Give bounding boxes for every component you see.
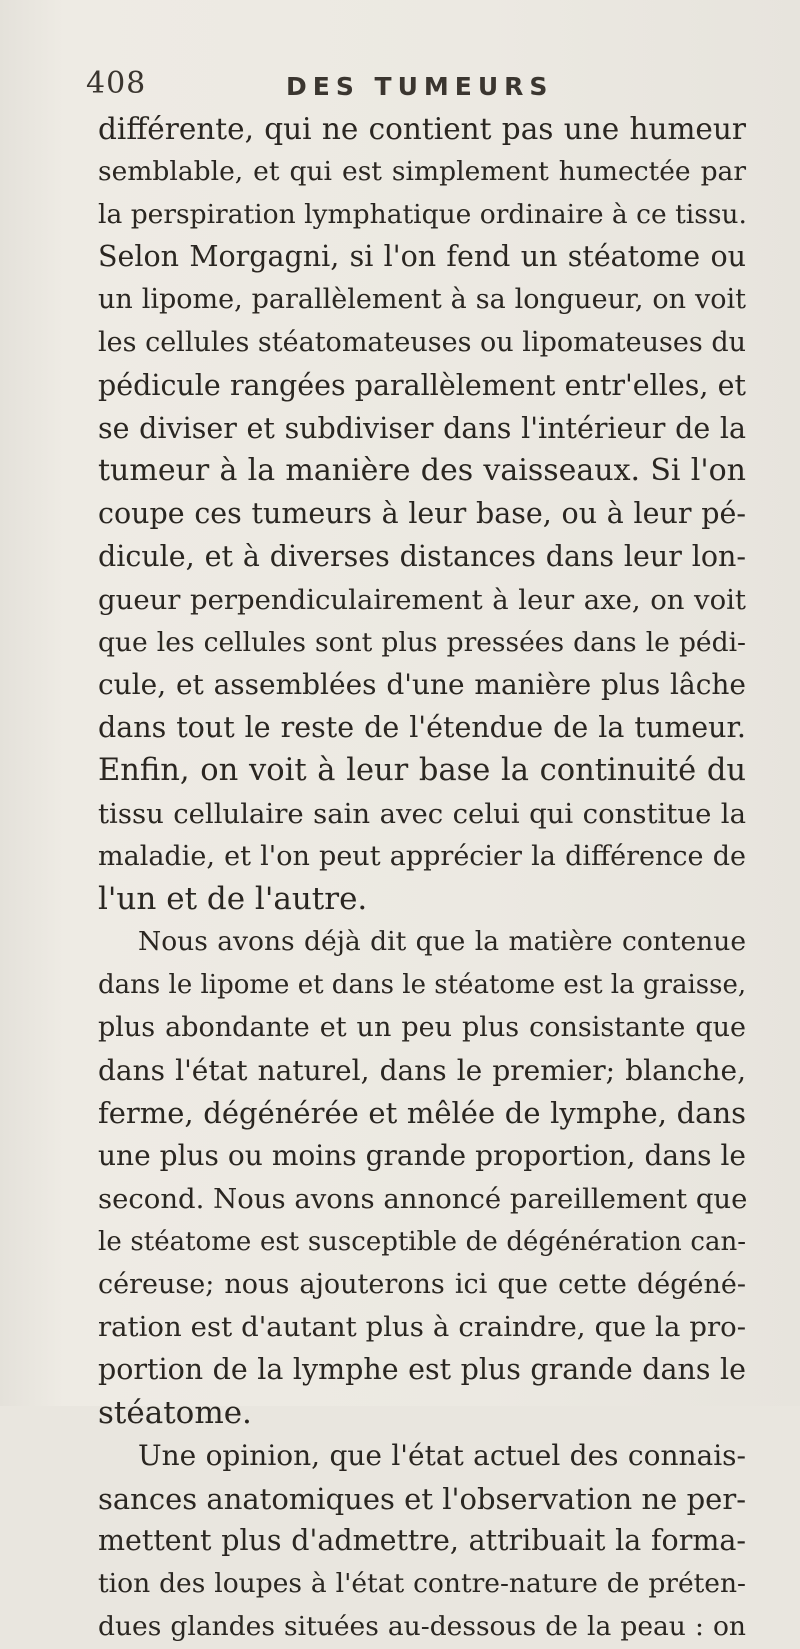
text-line: portion de la lymphe est plus grande dans le [98,1353,746,1387]
page-header [86,66,766,106]
text-line: Selon Morgagni, si l'on fend un stéatome ou [98,240,746,274]
text-line: une plus ou moins grande proportion, dans le [98,1139,746,1173]
text-line: céreuse; nous ajouterons ici que cette dégéné- [98,1268,746,1300]
text-line: dicule, et à diverses distances dans leur lon- [98,539,746,573]
text-line: dues glandes situées au-dessous de la peau : on [98,1610,746,1642]
text-line: pédicule rangées parallèlement entr'elles, et [98,368,746,402]
text-line: un lipome, parallèlement à sa longueur, on voit [98,284,746,316]
text-line: semblable, et qui est simplement humectée par [98,155,746,187]
text-line: dans l'état naturel, dans le premier; blanche, [98,1053,746,1087]
text-line: le stéatome est susceptible de dégénération can- [98,1226,746,1257]
text-line: que les cellules sont plus pressées dans le pédi- [98,626,746,658]
paragraph-start-line: Nous avons déjà dit que la matière contenue [138,926,746,958]
text-line: les cellules stéatomateuses ou lipomateuses du [98,326,746,358]
paragraph-end-line: l'un et de l'autre. [98,881,368,918]
text-line: ferme, dégénérée et mêlée de lymphe, dans [98,1096,746,1131]
text-line: se diviser et subdiviser dans l'intérieur de la [98,411,746,445]
text-line: mettent plus d'admettre, attribuait la forma- [98,1524,746,1558]
text-line: sances anatomiques et l'observation ne per- [98,1481,746,1516]
text-line: second. Nous avons annoncé pareillement que [98,1182,748,1215]
text-line: la perspiration lymphatique ordinaire à ce tissu. [98,198,747,230]
paragraph-end-line: stéatome. [98,1394,252,1431]
text-line: cule, et assemblées d'une manière plus lâche [98,668,746,702]
text-line: plus abondante et un peu plus consistante que [98,1011,746,1043]
text-line: Enfin, on voit à leur base la continuité du [98,752,746,788]
running-title: DES TUMEURS [286,72,554,101]
page-number: 408 [86,66,147,101]
body-text [98,108,746,1649]
text-line: tion des loupes à l'état contre-nature de préten- [98,1568,746,1600]
text-line: tissu cellulaire sain avec celui qui constitue la [98,797,746,830]
text-line: différente, qui ne contient pas une humeur [98,112,746,146]
text-line: dans tout le reste de l'étendue de la tumeur. [98,711,746,745]
paragraph-start-line: Une opinion, que l'état actuel des connais- [138,1438,746,1472]
text-line: maladie, et l'on peut apprécier la différence de [98,840,746,872]
text-line: dans le lipome et dans le stéatome est la graisse, [98,969,747,1000]
text-line: coupe ces tumeurs à leur base, ou à leur pé- [98,497,746,531]
text-line: gueur perpendiculairement à leur axe, on voit [98,583,746,616]
text-line: ration est d'autant plus à craindre, que la pro- [98,1311,746,1344]
text-line: tumeur à la manière des vaisseaux. Si l'on [98,453,746,489]
